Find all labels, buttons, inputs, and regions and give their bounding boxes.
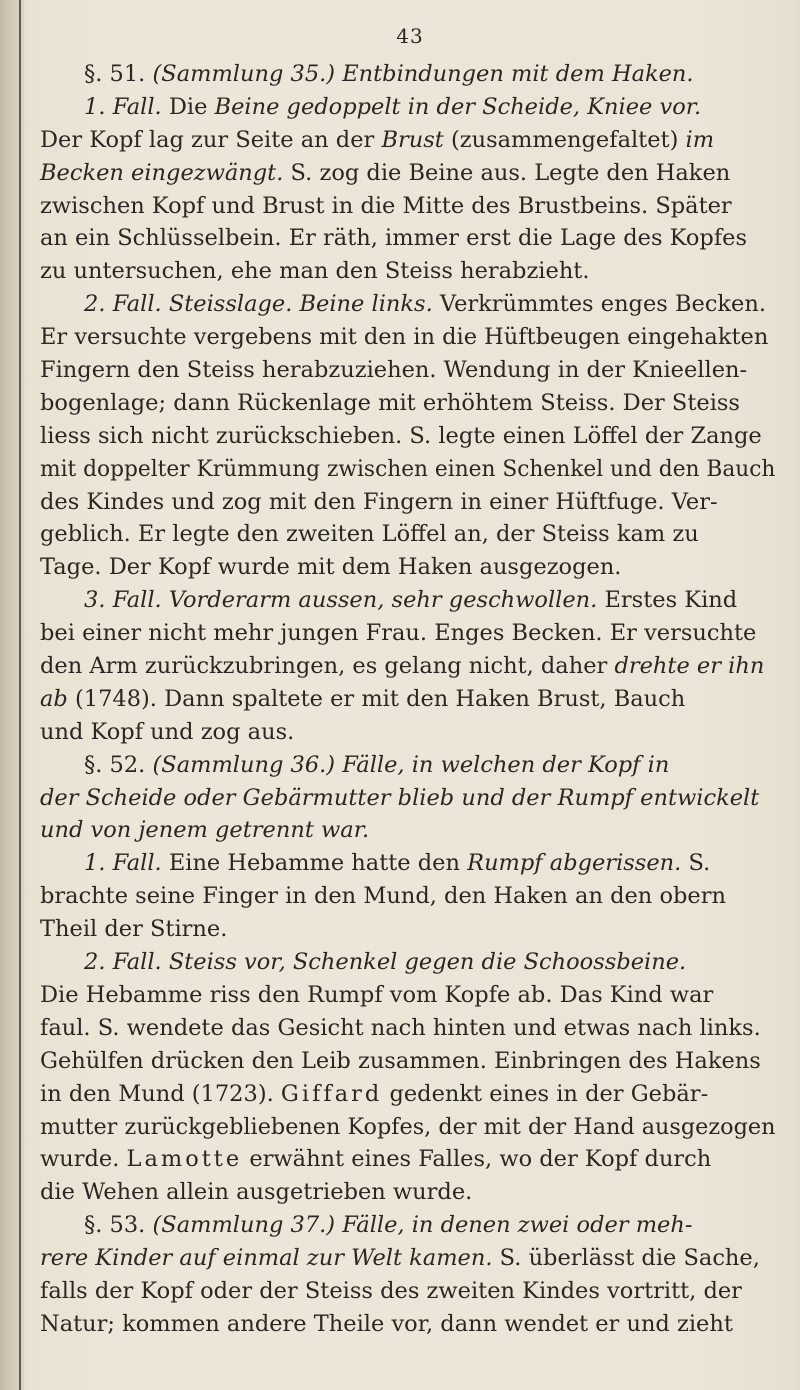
italic-segment: 1. Fall. [84, 850, 162, 877]
text-line [40, 190, 775, 223]
text-line [40, 716, 775, 749]
text-segment: geblich. Er legte den zweiten Löffel an, der Steiss kam zu [40, 521, 699, 548]
italic-segment: Rumpf abgerissen. [467, 850, 682, 877]
text-segment: Tage. Der Kopf wurde mit dem Haken ausgezogen. [40, 554, 622, 581]
text-line [40, 453, 775, 486]
text-line [40, 584, 775, 617]
italic-segment: Brust [381, 126, 444, 153]
text-line [40, 58, 775, 91]
text-line [40, 255, 775, 288]
text-line [40, 617, 775, 650]
text-segment: liess sich nicht zurückschieben. S. legte einen Löffel der Zange [40, 422, 762, 449]
text-segment: an ein Schlüsselbein. Er räth, immer erst die Lage des Kopfes [40, 225, 748, 252]
text-segment: S. [681, 850, 711, 877]
text-line [40, 1111, 775, 1144]
text-segment: Natur; kommen andere Theile vor, dann wendet er und zieht [40, 1310, 733, 1337]
text-line [40, 354, 775, 387]
text-line [40, 1209, 775, 1242]
text-line [40, 321, 775, 354]
page-number: 43 [396, 24, 424, 48]
text-segment: die Wehen allein ausgetrieben wurde. [40, 1179, 473, 1206]
text-segment: mit doppelter Krümmung zwischen einen Schenkel und den Bauch [40, 455, 776, 482]
text-line [40, 157, 775, 190]
text-line [40, 979, 775, 1012]
text-segment: Erstes Kind [597, 587, 738, 614]
italic-segment: (Sammlung 35.) Entbindungen mit dem Haken. [152, 61, 694, 87]
text-line [40, 683, 775, 716]
text-line [40, 1176, 775, 1209]
text-segment: Die [168, 93, 215, 120]
text-segment: Eine Hebamme hatte den [161, 850, 468, 877]
text-segment: Die Hebamme riss den Rumpf vom Kopfe ab. Das Kind war [40, 981, 714, 1008]
italic-segment: 2. Fall. Steiss vor, Schenkel gegen die Schoossbeine. [84, 949, 687, 976]
text-line [40, 387, 775, 420]
text-segment: wurde. [40, 1146, 127, 1173]
text-line [40, 420, 775, 453]
text-segment: Verkrümmtes enges Becken. [432, 291, 767, 318]
body-text [40, 58, 775, 1341]
italic-segment: Becken eingezwängt. [40, 159, 284, 186]
text-line [40, 1012, 775, 1045]
text-segment: (zusammengefaltet) [443, 126, 686, 153]
text-line [40, 551, 775, 584]
italic-segment: drehte er ihn [614, 653, 765, 680]
text-line [40, 518, 775, 551]
text-segment: und Kopf und zog aus. [40, 718, 295, 745]
italic-segment: (Sammlung 37.) Fälle, in denen zwei oder meh- [152, 1212, 693, 1239]
text-line [40, 1308, 775, 1341]
text-segment: bogenlage; dann Rückenlage mit erhöhtem Steiss. Der Steiss [40, 389, 740, 416]
text-segment: Fingern den Steiss herabzuziehen. Wendung in der Knieellen- [40, 357, 748, 384]
text-line [40, 913, 775, 946]
italic-segment: im [685, 126, 715, 153]
text-line [40, 222, 775, 255]
text-segment: S. überlässt die Sache, [492, 1245, 760, 1272]
text-segment: brachte seine Finger in den Mund, den Haken an den obern [40, 883, 726, 910]
text-segment: Theil der Stirne. [40, 916, 228, 943]
text-line [40, 288, 775, 321]
italic-segment: 3. Fall. Vorderarm aussen, sehr geschwollen. [84, 587, 598, 614]
text-line [40, 650, 775, 683]
text-line [40, 946, 775, 979]
text-line [40, 1078, 775, 1111]
text-line [40, 1045, 775, 1078]
text-segment: §. 53. [84, 1212, 153, 1239]
text-segment: faul. S. wendete das Gesicht nach hinten und etwas nach links. [40, 1014, 761, 1041]
text-segment: den Arm zurückzubringen, es gelang nicht, daher [40, 653, 615, 680]
italic-segment: (Sammlung 36.) Fälle, in welchen der Kopf in [152, 751, 670, 778]
text-segment: §. 52. [84, 751, 153, 778]
text-line [40, 814, 775, 847]
text-segment: zwischen Kopf und Brust in die Mitte des Brustbeins. Später [40, 192, 732, 219]
text-segment: gedenkt eines in der Gebär- [382, 1080, 709, 1107]
text-segment: S. zog die Beine aus. Legte den Haken [283, 159, 731, 186]
text-segment: Gehülfen drücken den Leib zusammen. Einbringen des Hakens [40, 1047, 761, 1074]
text-segment: §. 51. [84, 61, 153, 87]
italic-segment: ab [40, 685, 68, 712]
text-segment: Der Kopf lag zur Seite an der [40, 126, 382, 153]
italic-segment: und von jenem getrennt war. [40, 817, 370, 844]
text-line [40, 91, 775, 124]
text-line [40, 124, 775, 157]
text-segment: (1748). Dann spaltete er mit den Haken Brust, Bauch [67, 685, 686, 712]
text-segment: zu untersuchen, ehe man den Steiss herabzieht. [40, 258, 590, 285]
gutter-rule [19, 0, 21, 1390]
text-segment: in den Mund (1723). [40, 1080, 281, 1107]
text-line [40, 1275, 775, 1308]
text-line [40, 1143, 775, 1176]
italic-segment: 2. Fall. Steisslage. Beine links. [84, 291, 433, 318]
text-segment: des Kindes und zog mit den Fingern in einer Hüftfuge. Ver- [40, 488, 718, 515]
italic-segment: 1. Fall. [84, 93, 169, 120]
text-segment: falls der Kopf oder der Steiss des zweiten Kindes vortritt, der [40, 1277, 742, 1304]
text-line [40, 749, 775, 782]
text-segment: Er versuchte vergebens mit den in die Hüftbeugen eingehakten [40, 324, 769, 351]
text-segment: erwähnt eines Falles, wo der Kopf durch [242, 1146, 712, 1173]
text-line [40, 782, 775, 815]
italic-segment: rere Kinder auf einmal zur Welt kamen. [40, 1245, 493, 1272]
italic-segment: Beine gedoppelt in der Scheide, Kniee vor. [214, 93, 702, 120]
text-line [40, 880, 775, 913]
text-segment: bei einer nicht mehr jungen Frau. Enges Becken. Er versuchte [40, 620, 757, 647]
text-line [40, 486, 775, 519]
text-segment: mutter zurückgebliebenen Kopfes, der mit der Hand ausgezogen [40, 1113, 776, 1140]
spaced-name-segment: Giffard [280, 1080, 383, 1107]
italic-segment: der Scheide oder Gebärmutter blieb und der Rumpf entwickelt [40, 784, 760, 811]
text-line [40, 1242, 775, 1275]
text-line [40, 847, 775, 880]
spaced-name-segment: Lamotte [126, 1146, 243, 1173]
